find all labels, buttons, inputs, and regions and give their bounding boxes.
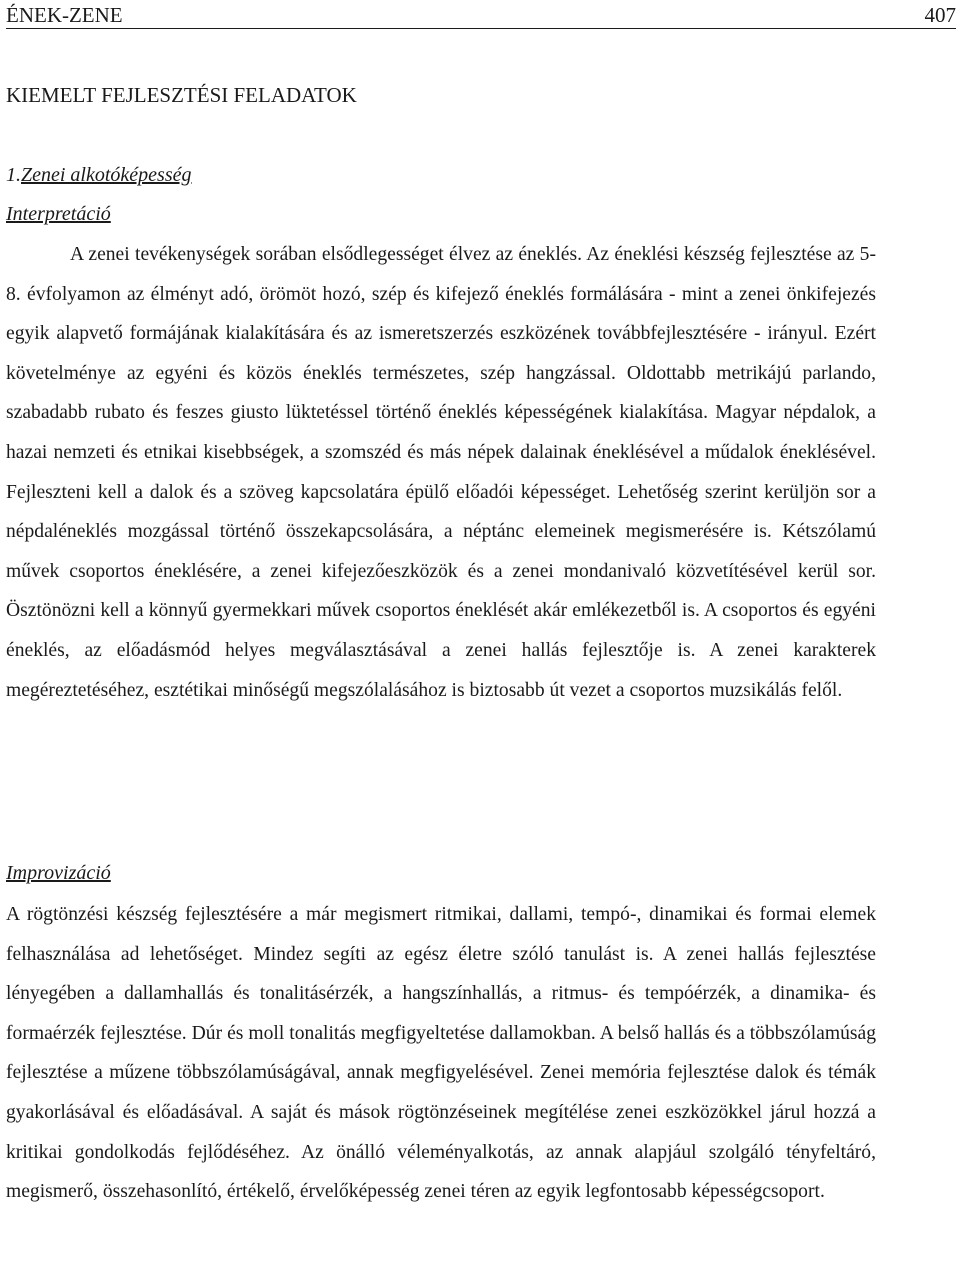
section-title: KIEMELT FEJLESZTÉSI FELADATOK: [6, 83, 357, 107]
improvizacio-heading: Improvizáció: [6, 862, 111, 884]
running-header-title: ÉNEK-ZENE: [6, 3, 123, 27]
interpretacio-heading: Interpretáció: [6, 203, 111, 225]
subsection-number: 1.: [6, 164, 21, 186]
subsection-heading: [6, 160, 946, 190]
page-number: 407: [924, 3, 956, 27]
interpretacio-paragraph: A zenei tevékenységek sorában elsődlegességet élvez az éneklés. Az éneklési készség fejlesztése az 5-8. évfolyamon az élményt adó, örömöt hozó, szép és kifejező éneklés formálására - mint a zenei önkifejezés egyik alapvető formájának kialakítására és az ismeretszerzés eszközének továbbfejlesztésére - irányul. Ezért követelménye az egyéni és közös éneklés természetes, szép hangzással. Oldottabb metrikájú parlando, szabadabb rubato és feszes giusto lüktetéssel történő éneklés képességének kialakítása. Magyar népdalok, a hazai nemzeti és etnikai kisebbségek, a szomszéd és más népek dalainak éneklésével a műdalok éneklésével. Fejleszteni kell a dalok és a szöveg kapcsolatára épülő előadói képességet. Lehetőség szerint kerüljön sor a népdaléneklés mozgással történő összekapcsolására, a néptánc elemeinek megismerésére is. Kétszólamú művek csoportos éneklésére, a zenei kifejezőeszközök és a zenei mondanivaló közvetítésével kerül sor. Ösztönözni kell a könnyű gyermekkari művek csoportos éneklését akár emlékezetből is. A csoportos és egyéni éneklés, az előadásmód helyes megválasztásával a zenei hallás fejlesztője is. A zenei karakterek megéreztetéséhez, esztétikai minőségű megszólalásához is biztosabb út vezet a csoportos muzsikálás felől.: [6, 244, 876, 701]
improvizacio-paragraph: A rögtönzési készség fejlesztésére a már megismert ritmikai, dallami, tempó-, dinamikai és formai elemek felhasználása ad lehetőséget. Mindez segíti az egész életre szóló tanulást is. A zenei hallás fejlesztése lényegében a dallamhallás és tonalitásérzék, a hangszínhallás, a ritmus- és tempóérzék, a dinamika- és formaérzék fejlesztése. Dúr és moll tonalitás megfigyeltetése dallamokban. A belső hallás és a többszólamúság fejlesztése a műzene többszólamúságával, annak megfigyelésével. Zenei memória fejlesztése dalok és témák gyakorlásával és előadásával. A saját és mások rögtönzéseinek megítélése zenei eszközökkel járul hozzá a kritikai gondolkodás fejlődéséhez. Az önálló véleményalkotás, az annak alapjául szolgáló tényfeltáró, megismerő, összehasonlító, értékelő, érvelőképesség zenei téren az egyik legfontosabb képességcsoport.: [6, 904, 876, 1203]
running-header: [6, 2, 956, 29]
subsection-title: Zenei alkotóképesség: [21, 164, 192, 186]
